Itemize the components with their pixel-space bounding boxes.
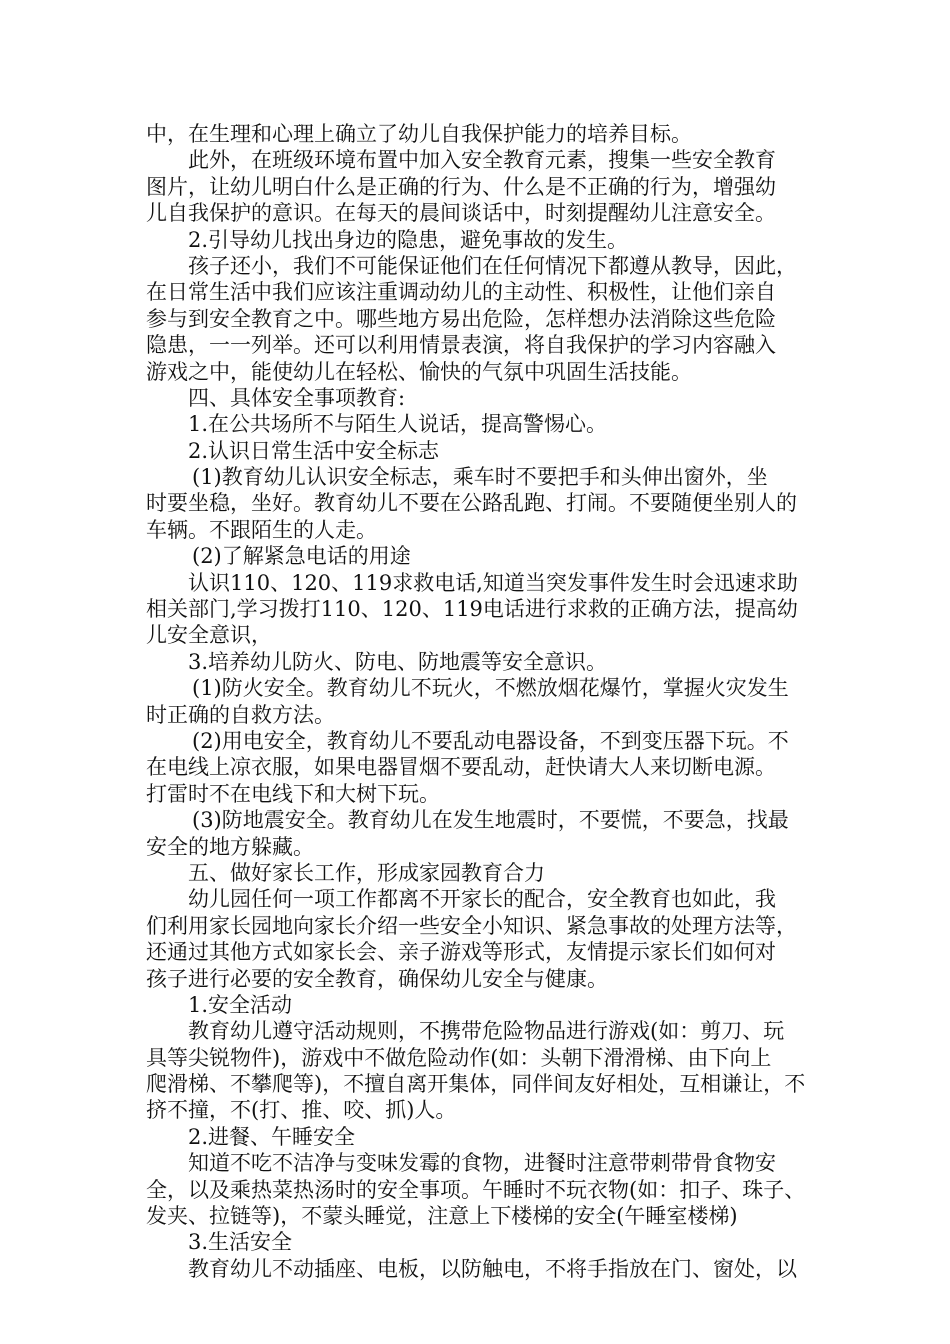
text-line: 2.认识日常生活中安全标志: [188, 438, 440, 463]
text-line: (2)用电安全，教育幼儿不要乱动电器设备，不到变压器下玩。不: [192, 728, 789, 753]
text-line: 时要坐稳，坐好。教育幼儿不要在公路乱跑、打闹。不要随便坐别人的: [146, 491, 797, 516]
text-line: 教育幼儿不动插座、电板，以防触电，不将手指放在门、窗处，以: [188, 1256, 797, 1281]
text-line: 中，在生理和心理上确立了幼儿自我保护能力的培养目标。: [146, 122, 692, 146]
text-line: 相关部门,学习拨打110、120、119电话进行求救的正确方法，提高幼: [146, 597, 798, 622]
text-line: 2.引导幼儿找出身边的隐患，避免事故的发生。: [188, 227, 629, 252]
text-line: 发夹、拉链等)，不蒙头睡觉，注意上下楼梯的安全(午睡室楼梯): [146, 1204, 738, 1229]
text-line: 们利用家长园地向家长介绍一些安全小知识、紧急事故的处理方法等，: [146, 913, 797, 938]
text-line: 图片，让幼儿明白什么是正确的行为、什么是不正确的行为，增强幼: [146, 174, 776, 199]
text-line: 幼儿园任何一项工作都离不开家长的配合，安全教育也如此，我: [188, 887, 776, 912]
text-line: 在电线上凉衣服，如果电器冒烟不要乱动，赶快请大人来切断电源。: [146, 755, 776, 780]
text-line: (1)防火安全。教育幼儿不玩火，不燃放烟花爆竹，掌握火灾发生: [192, 676, 789, 701]
text-line: 五、做好家长工作，形成家园教育合力: [188, 860, 545, 885]
text-line: 1.在公共场所不与陌生人说话，提高警惕心。: [188, 412, 608, 437]
text-line: 游戏之中，能使幼儿在轻松、愉快的气氛中巩固生活技能。: [146, 359, 692, 384]
text-line: 3.培养幼儿防火、防电、防地震等安全意识。: [188, 649, 608, 674]
text-line: 1.安全活动: [188, 992, 293, 1017]
text-line: 安全的地方躲藏。: [146, 834, 314, 859]
text-line: 打雷时不在电线下和大树下玩。: [146, 781, 440, 806]
text-line: 时正确的自救方法。: [146, 702, 335, 727]
text-line: 2.进餐、午睡安全: [188, 1124, 356, 1149]
text-line: 爬滑梯、不攀爬等)，不擅自离开集体，同伴间友好相处，互相谦让，不: [146, 1072, 806, 1097]
text-line: 儿安全意识，: [146, 623, 272, 648]
text-line: 在日常生活中我们应该注重调动幼儿的主动性、积极性，让他们亲自: [146, 280, 776, 305]
text-line: (2)了解紧急电话的用途: [192, 544, 411, 569]
text-line: 四、具体安全事项教育:: [188, 385, 406, 410]
text-line: 3.生活安全: [188, 1230, 293, 1255]
text-line: (1)教育幼儿认识安全标志，乘车时不要把手和头伸出窗外，坐: [192, 465, 768, 490]
text-line: 还通过其他方式如家长会、亲子游戏等形式，友情提示家长们如何对: [146, 940, 776, 965]
text-line: 具等尖锐物件)，游戏中不做危险动作(如：头朝下滑滑梯、由下向上: [146, 1045, 772, 1070]
text-line: 此外，在班级环境布置中加入安全教育元素，搜集一些安全教育: [188, 148, 776, 173]
text-line: 车辆。不跟陌生的人走。: [146, 517, 377, 542]
text-line: 挤不撞，不(打、推、咬、抓)人。: [146, 1098, 457, 1123]
text-line: 儿自我保护的意识。在每天的晨间谈话中，时刻提醒幼儿注意安全。: [146, 201, 776, 226]
text-line: 隐患，一一列举。还可以利用情景表演，将自我保护的学习内容融入: [146, 333, 776, 358]
text-line: 参与到安全教育之中。哪些地方易出危险，怎样想办法消除这些危险: [146, 306, 776, 331]
text-line: (3)防地震安全。教育幼儿在发生地震时，不要慌，不要急，找最: [192, 808, 789, 833]
text-line: 知道不吃不洁净与变味发霉的食物，进餐时注意带刺带骨食物安: [188, 1151, 776, 1176]
document-body: [146, 121, 806, 1282]
text-line: 全，以及乘热菜热汤时的安全事项。午睡时不玩衣物(如：扣子、珠子、: [146, 1177, 806, 1202]
text-line: 教育幼儿遵守活动规则，不携带危险物品进行游戏(如：剪刀、玩: [188, 1019, 785, 1044]
text-line: 认识110、120、119求救电话,知道当突发事件发生时会迅速求助: [188, 570, 798, 595]
text-line: 孩子进行必要的安全教育，确保幼儿安全与健康。: [146, 966, 608, 991]
text-line: 孩子还小，我们不可能保证他们在任何情况下都遵从教导，因此，: [188, 253, 797, 278]
